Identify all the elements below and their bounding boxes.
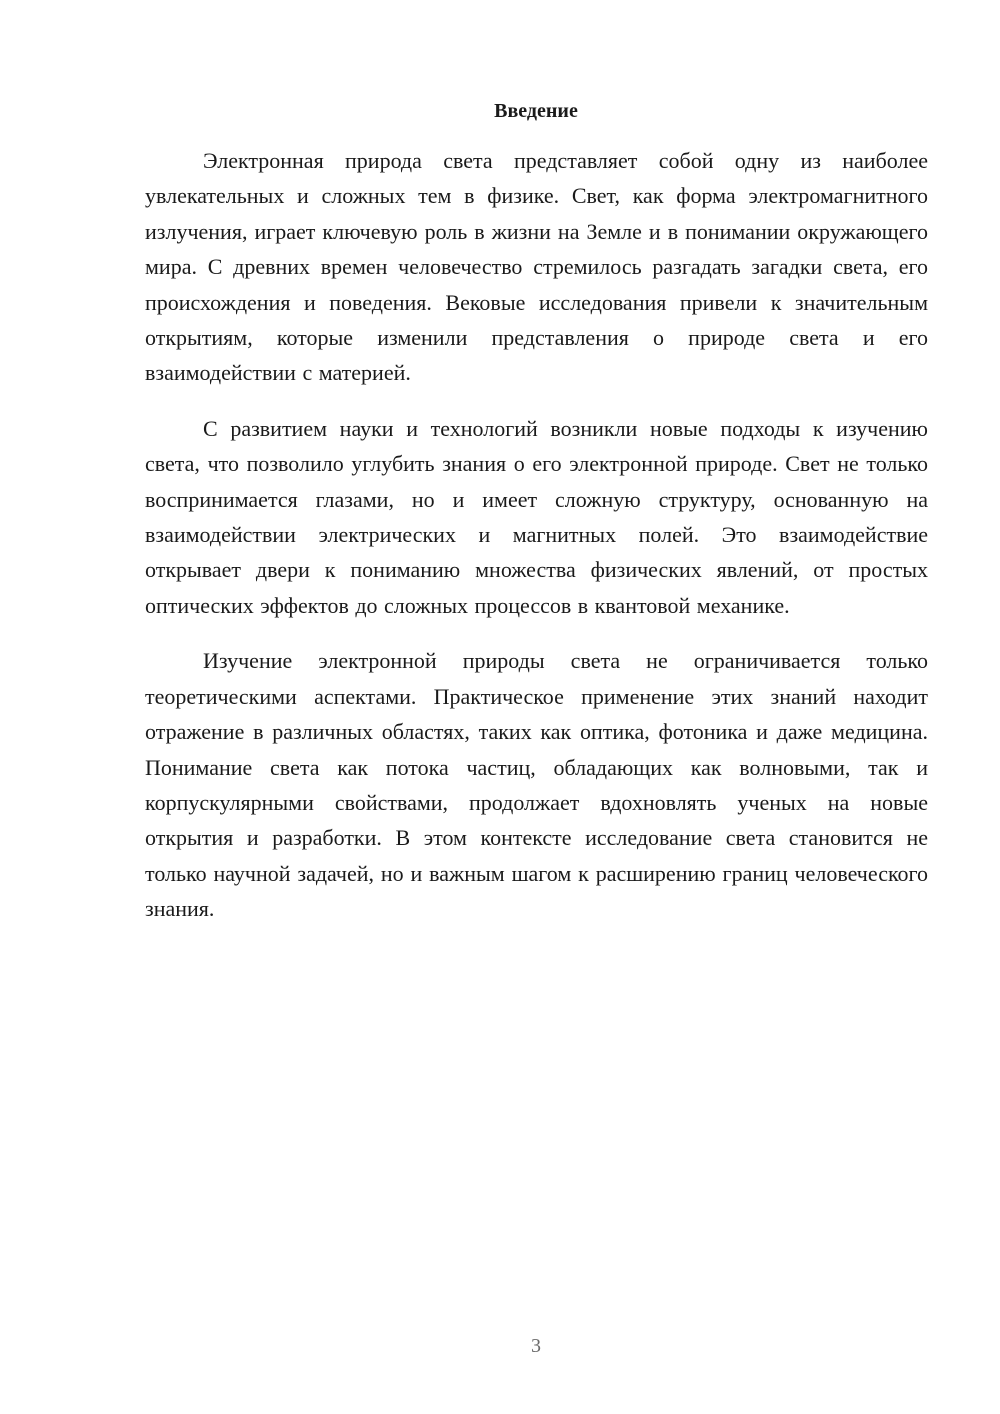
paragraph-1: Электронная природа света представляет собой одну из наиболее увлекательных и сложных тем в физике. Свет, как форма электромагнитного излучения, играет ключевую роль в жизни на Земле и в понимании окружающего мира. С древних времен человечество стремилось разгадать загадки света, его происхождения и поведения. Вековые исследования привели к значительным открытиям, которые изменили представления о природе света и его взаимодействии с материей.	[145, 148, 928, 386]
page-number: 3	[531, 1335, 541, 1357]
paragraph-3: Изучение электронной природы света не ограничивается только теоретическими аспектами. Практическое применение этих знаний находит отражение в различных областях, таких как оптика, фотоника и даже медицина. Понимание света как потока частиц, обладающих как волновыми, так и корпускулярными свойствами, продолжает вдохновлять ученых на новые открытия и разработки. В этом контексте исследование света становится не только научной задачей, но и важным шагом к расширению границ человеческого знания.	[145, 648, 928, 922]
paragraph-2: С развитием науки и технологий возникли новые подходы к изучению света, что позволило углубить знания о его электронной природе. Свет не только воспринимается глазами, но и имеет сложную структуру, основанную на взаимодействии электрических и магнитных полей. Это взаимодействие открывает двери к пониманию множества физических явлений, от простых оптических эффектов до сложных процессов в квантовой механике.	[145, 415, 928, 618]
page-title: Введение	[494, 100, 578, 122]
body-text	[145, 143, 928, 927]
